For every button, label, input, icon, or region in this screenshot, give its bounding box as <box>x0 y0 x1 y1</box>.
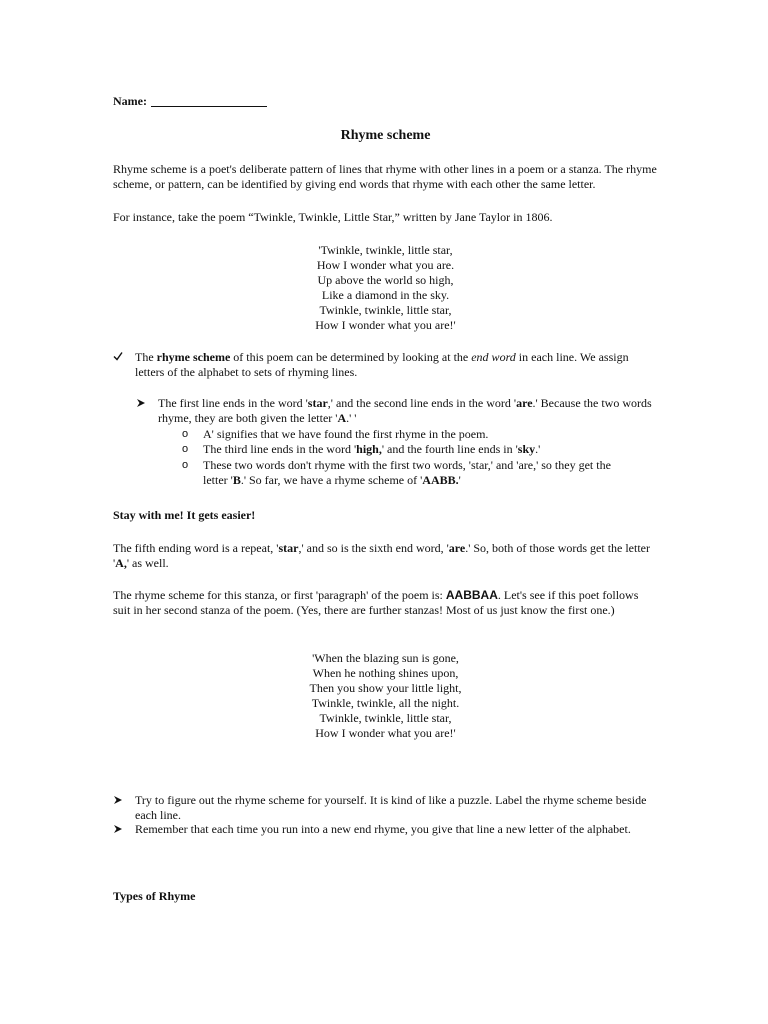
poem-line: Twinkle, twinkle, all the night. <box>311 696 460 710</box>
sub-bullet-text: These two words don't rhyme with the first two words, 'star,' and 'are,' so they get the letter 'B.' So far, we have a rhyme scheme of 'AABB.' <box>203 458 611 487</box>
sub-bullet-marker: o <box>182 459 189 471</box>
arrow-bullet-text: The first line ends in the word 'star,' and the second line ends in the word 'are.' Because the two words rhyme, they are both given the letter 'A.' ' <box>158 396 652 425</box>
checkmark-icon <box>113 351 123 361</box>
poem-stanza-1 <box>113 243 658 333</box>
sub-bullet-text: The third line ends in the word 'high,' and the fourth line ends in 'sky.' <box>203 442 541 456</box>
section-heading-types: Types of Rhyme <box>113 889 196 903</box>
poem-line: Up above the world so high, <box>317 273 454 287</box>
arrow-bullet-icon <box>113 795 123 805</box>
poem-line: How I wonder what you are!' <box>315 726 456 740</box>
section-heading-stay: Stay with me! It gets easier! <box>113 508 256 522</box>
page-title: Rhyme scheme <box>340 128 431 143</box>
poem-line: How I wonder what you are. <box>316 258 455 272</box>
tip-text: Remember that each time you run into a new end rhyme, you give that line a new letter of the alphabet. <box>135 822 631 836</box>
poem-line: Then you show your little light, <box>309 681 462 695</box>
poem-line: How I wonder what you are!' <box>315 318 456 332</box>
sub-bullet-marker: o <box>182 443 189 455</box>
check-bullet-text: The rhyme scheme of this poem can be determined by looking at the end word in each line. We assign letters of the alphabet to sets of rhyming lines. <box>135 350 629 379</box>
poem-line: 'When the blazing sun is gone, <box>312 651 459 665</box>
poem-line: Like a diamond in the sky. <box>321 288 450 302</box>
poem-line: Twinkle, twinkle, little star, <box>319 711 452 725</box>
poem-line: When he nothing shines upon, <box>312 666 459 680</box>
arrow-bullet-icon <box>136 398 146 408</box>
poem-line: Twinkle, twinkle, little star, <box>319 303 452 317</box>
name-field[interactable] <box>113 94 658 109</box>
intro-paragraph: Rhyme scheme is a poet's deliberate pattern of lines that rhyme with other lines in a poem or a stanza. The rhyme scheme, or pattern, can be identified by giving end words that rhyme with each other the same letter. <box>113 162 657 191</box>
arrow-bullet-icon <box>113 824 123 834</box>
poem-stanza-2 <box>113 651 658 741</box>
name-blank-line[interactable] <box>151 94 267 107</box>
intro-instance-paragraph: For instance, take the poem “Twinkle, Twinkle, Little Star,” written by Jane Taylor in 1806. <box>113 210 553 224</box>
rhyme-scheme-paragraph: The rhyme scheme for this stanza, or first 'paragraph' of the poem is: AABBAA. Let's see if this poet follows suit in her second stanza of the poem. (Yes, there are further stanzas! Most of us just know the first one.) <box>113 588 639 617</box>
sub-bullet-marker: o <box>182 428 189 440</box>
fifth-word-paragraph: The fifth ending word is a repeat, 'star,' and so is the sixth end word, 'are.' So, both of those words get the letter 'A,' as well. <box>113 541 651 570</box>
poem-line: 'Twinkle, twinkle, little star, <box>318 243 453 257</box>
name-label: Name: <box>113 94 147 108</box>
sub-bullet-text: A' signifies that we have found the first rhyme in the poem. <box>203 427 489 441</box>
tip-text: Try to figure out the rhyme scheme for yourself. It is kind of like a puzzle. Label the rhyme scheme beside each line. <box>135 793 647 822</box>
